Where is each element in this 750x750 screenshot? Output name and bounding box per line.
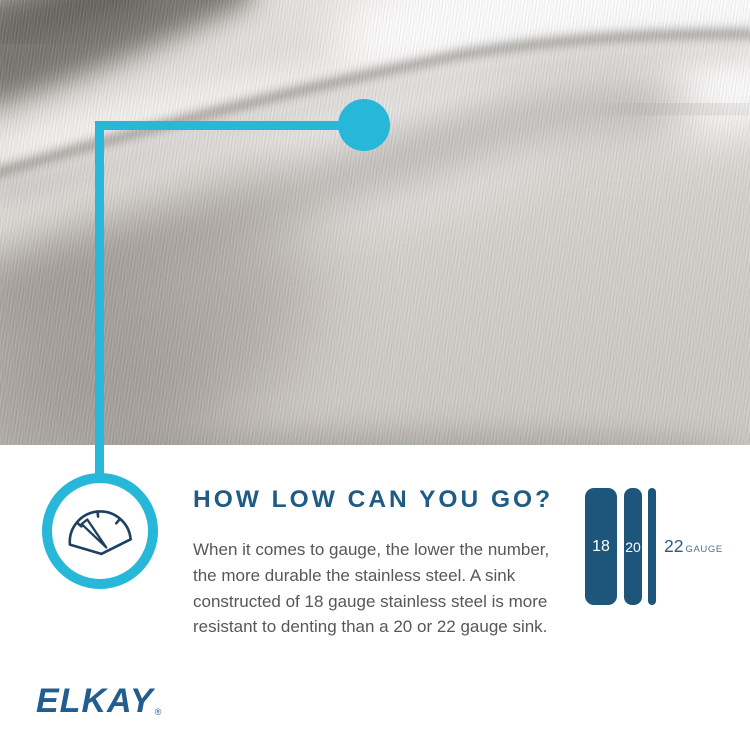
gauge-badge — [42, 473, 158, 589]
speedometer-icon — [62, 503, 138, 559]
callout-line-horizontal — [95, 121, 350, 130]
callout-line-vertical — [95, 121, 104, 477]
gauge-bar-20 — [624, 488, 642, 605]
gauge-bar-label: 18 — [592, 537, 610, 555]
registered-mark-icon: ® — [154, 707, 162, 717]
gauge-bar-22-label — [664, 536, 723, 557]
body-copy — [193, 537, 549, 640]
gauge-comparison-chart — [585, 488, 723, 605]
gauge-bar-18 — [585, 488, 617, 605]
callout-dot — [338, 99, 390, 151]
gauge-bar-label: 20 — [625, 538, 641, 555]
body-line: resistant to denting than a 20 or 22 gauge sink. — [193, 617, 548, 637]
page-title: HOW LOW CAN YOU GO? — [193, 486, 554, 513]
brand-logo-text: ELKAY — [36, 682, 154, 720]
gauge-bar-22 — [648, 488, 656, 605]
gauge-number: 22 — [664, 536, 684, 556]
body-line: When it comes to gauge, the lower the number, — [193, 540, 550, 559]
body-line: the more durable the stainless steel. A sink — [193, 565, 516, 585]
gauge-unit-label: GAUGE — [685, 544, 723, 555]
body-line: constructed of 18 gauge stainless steel is more — [193, 591, 548, 611]
brand-logo — [36, 684, 161, 718]
